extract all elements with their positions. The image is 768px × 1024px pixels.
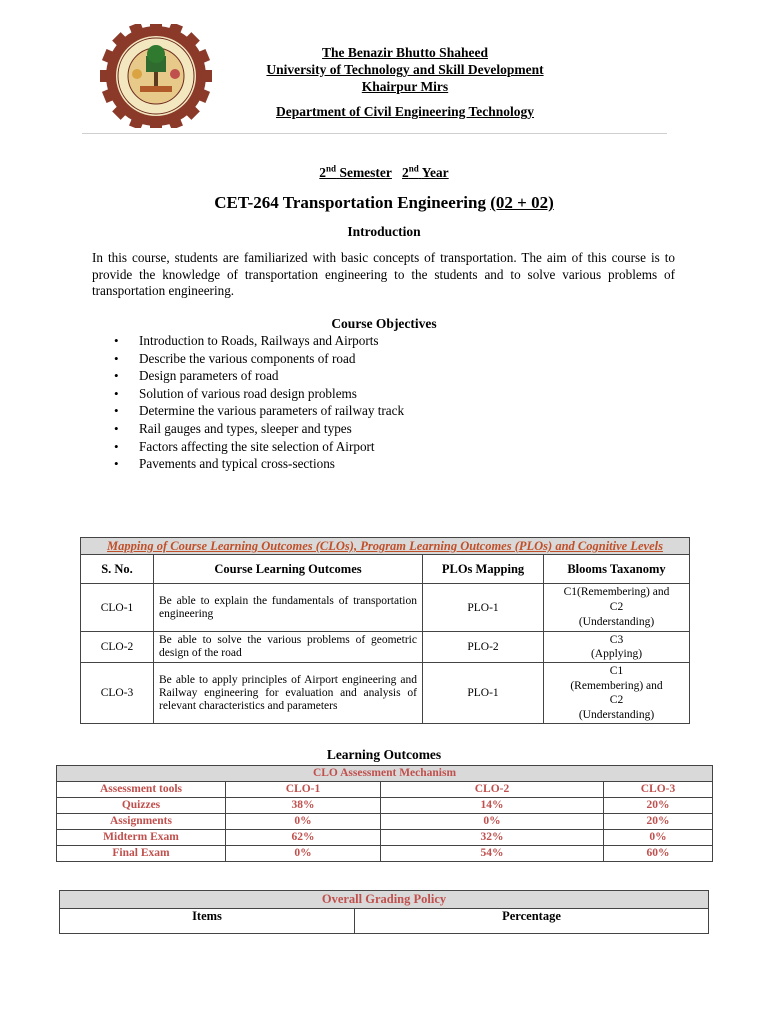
table-row (57, 782, 713, 798)
learning-outcomes-heading: Learning Outcomes (326, 747, 442, 762)
objective-item: • Describe the various components of road (114, 350, 404, 368)
assessment-value: 62% (226, 830, 381, 846)
course-code-title: CET-264 Transportation Engineering (214, 193, 486, 212)
clo-sno: CLO-2 (81, 632, 154, 663)
assessment-header-tools: Assessment tools (57, 782, 226, 798)
assessment-tool: Quizzes (57, 798, 226, 814)
semester-line (0, 163, 768, 181)
assessment-tool: Midterm Exam (57, 830, 226, 846)
header-block (200, 44, 610, 120)
objective-item: • Factors affecting the site selection of Airport (114, 438, 404, 456)
assessment-value: 38% (226, 798, 381, 814)
objective-item: • Determine the various parameters of railway track (114, 402, 404, 420)
course-credits: (02 + 02) (490, 193, 554, 212)
assessment-value: 0% (226, 846, 381, 862)
semester-label: 2nd Semester (319, 163, 392, 180)
table-row (60, 909, 709, 934)
table-row (57, 814, 713, 830)
assessment-value: 20% (604, 798, 713, 814)
objectives-heading: Course Objectives (331, 316, 437, 331)
department-name: Department of Civil Engineering Technology (275, 104, 534, 119)
assessment-value: 0% (381, 814, 604, 830)
university-name-line1: The Benazir Bhutto Shaheed (322, 45, 488, 60)
grading-policy-heading: Overall Grading Policy (60, 891, 709, 909)
table-row (81, 632, 690, 663)
year-label: 2nd Year (402, 163, 449, 180)
assessment-header-clo3: CLO-3 (604, 782, 713, 798)
assessment-tool: Final Exam (57, 846, 226, 862)
assessment-value: 0% (604, 830, 713, 846)
assessment-value: 14% (381, 798, 604, 814)
assessment-tool: Assignments (57, 814, 226, 830)
table-row (81, 663, 690, 724)
assessment-table (56, 765, 713, 862)
assessment-value: 0% (226, 814, 381, 830)
introduction-text: In this course, students are familiarized with basic concepts of transportation. The aim of this course is to provide the knowledge of transportation engineering to the students and to solve various problems of transportation engineering. (92, 250, 675, 298)
table-row (57, 830, 713, 846)
assessment-value: 54% (381, 846, 604, 862)
university-city: Khairpur Mirs (361, 79, 449, 94)
assessment-header-clo2: CLO-2 (381, 782, 604, 798)
clo-blooms: C3 (Applying) (544, 632, 690, 663)
clo-plo: PLO-1 (423, 584, 544, 632)
clo-blooms: C1 (Remembering) and C2 (Understanding) (544, 663, 690, 724)
university-name-line2: University of Technology and Skill Development (266, 62, 544, 77)
clo-header-plos: PLOs Mapping (423, 555, 544, 584)
clo-sno: CLO-1 (81, 584, 154, 632)
clo-outcome: Be able to solve the various problems of geometric design of the road (154, 632, 423, 663)
introduction-heading: Introduction (347, 224, 421, 239)
clo-header-sno: S. No. (81, 555, 154, 584)
header-divider (82, 133, 667, 134)
grading-policy-table (59, 890, 709, 934)
grading-header-percentage: Percentage (355, 909, 709, 934)
assessment-value: 32% (381, 830, 604, 846)
assessment-header-clo1: CLO-1 (226, 782, 381, 798)
clo-header-blooms: Blooms Taxanomy (544, 555, 690, 584)
course-title (0, 193, 768, 213)
clo-table-caption: Mapping of Course Learning Outcomes (CLOs), Program Learning Outcomes (PLOs) and Cognitive Levels (81, 538, 690, 555)
objective-item: • Solution of various road design problems (114, 385, 404, 403)
table-row (81, 584, 690, 632)
clo-outcome: Be able to apply principles of Airport engineering and Railway engineering for evaluation and analysis of relevant characteristics and parameters (154, 663, 423, 724)
clo-sno: CLO-3 (81, 663, 154, 724)
assessment-value: 60% (604, 846, 713, 862)
clo-outcome: Be able to explain the fundamentals of transportation engineering (154, 584, 423, 632)
objective-item: • Introduction to Roads, Railways and Airports (114, 332, 404, 350)
objective-item: • Design parameters of road (114, 367, 404, 385)
clo-blooms: C1(Remembering) and C2 (Understanding) (544, 584, 690, 632)
clo-header-outcomes: Course Learning Outcomes (154, 555, 423, 584)
grading-header-items: Items (60, 909, 355, 934)
clo-plo: PLO-2 (423, 632, 544, 663)
objectives-list (114, 332, 404, 473)
objective-item: • Rail gauges and types, sleeper and types (114, 420, 404, 438)
clo-mapping-table (80, 537, 690, 724)
table-row (57, 798, 713, 814)
assessment-mechanism-heading: CLO Assessment Mechanism (57, 766, 713, 782)
objective-item: • Pavements and typical cross-sections (114, 455, 404, 473)
table-row (57, 846, 713, 862)
clo-plo: PLO-1 (423, 663, 544, 724)
assessment-value: 20% (604, 814, 713, 830)
